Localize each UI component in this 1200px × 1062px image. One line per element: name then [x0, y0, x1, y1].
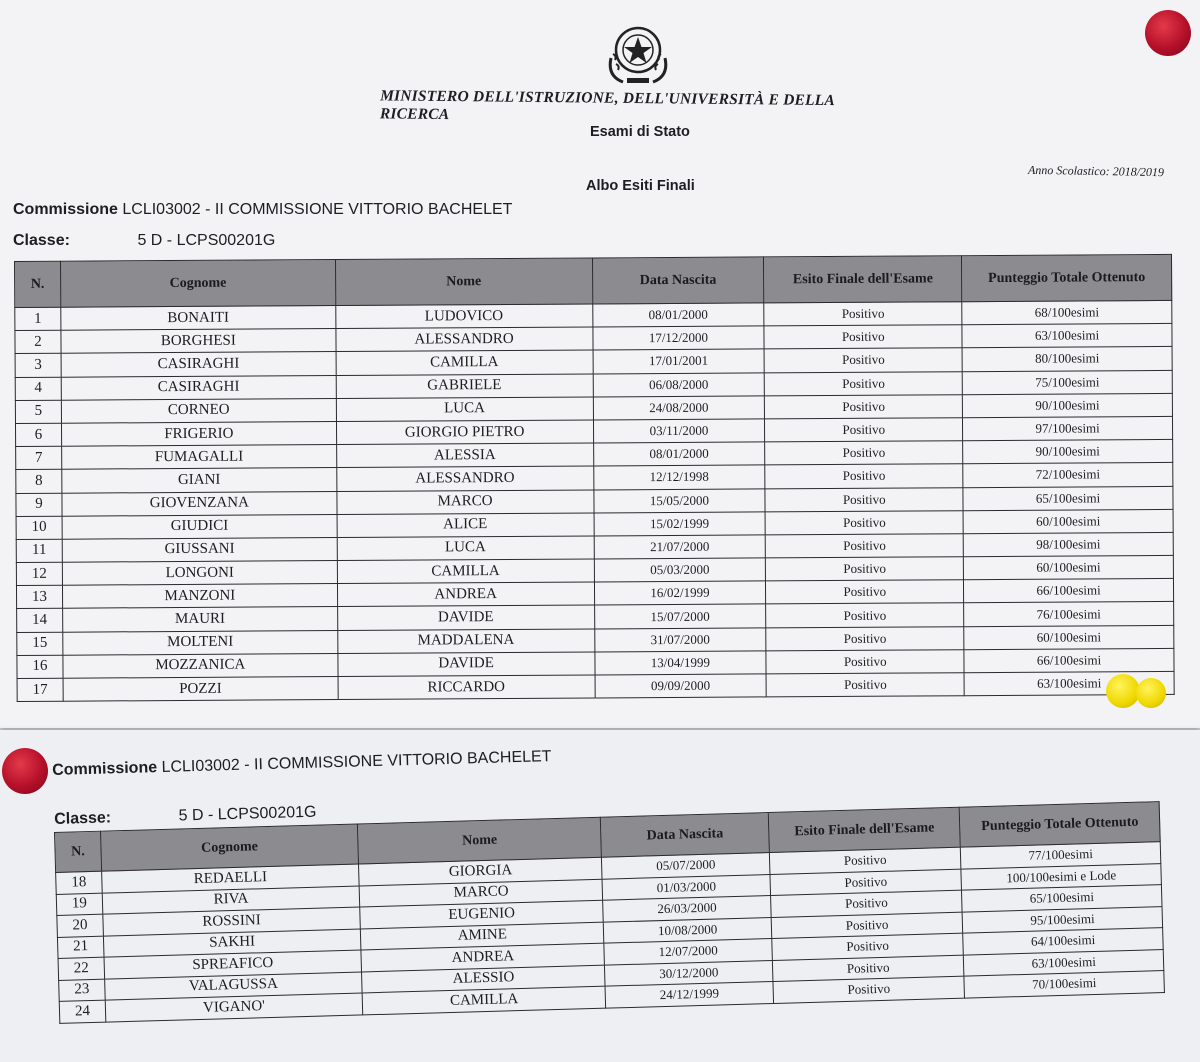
cell-name: DAVIDE [338, 652, 595, 677]
cell-surname: FUMAGALLI [62, 445, 337, 470]
cell-number: 20 [57, 914, 103, 937]
cell-score: 98/100esimi [963, 532, 1173, 556]
commission-value: LCLI03002 - II COMMISSIONE VITTORIO BACHELET [161, 748, 552, 776]
cell-score: 77/100esimi [961, 842, 1161, 869]
cell-outcome: Positivo [771, 912, 963, 939]
column-header-name: Nome [358, 817, 602, 864]
cell-number: 24 [59, 1000, 105, 1023]
column-header-surname: Cognome [100, 824, 358, 871]
cell-outcome: Positivo [765, 464, 963, 488]
column-header-birthdate: Data Nascita [601, 813, 770, 858]
class-value: 5 D - LCPS00201G [137, 232, 276, 249]
cell-surname: CASIRAGHI [61, 375, 336, 400]
cell-score: 60/100esimi [964, 625, 1174, 649]
page-title: Albo Esiti Finali [586, 178, 695, 194]
cell-outcome: Positivo [769, 847, 961, 874]
cell-number: 1 [15, 307, 61, 330]
cell-birthdate: 05/03/2000 [594, 558, 766, 582]
cell-score: 63/100esimi [962, 324, 1172, 348]
cell-number: 15 [17, 632, 63, 655]
cell-surname: SAKHI [103, 928, 361, 957]
cell-birthdate: 08/01/2000 [593, 442, 765, 466]
cell-score: 64/100esimi [963, 928, 1163, 955]
column-header-outcome: Esito Finale dell'Esame [764, 256, 962, 303]
table-header-row [15, 254, 1172, 307]
cell-outcome: Positivo [766, 626, 964, 650]
commission-line [52, 748, 552, 780]
cell-name: CAMILLA [336, 350, 593, 375]
cell-outcome: Positivo [764, 348, 962, 372]
cell-score: 66/100esimi [964, 579, 1174, 603]
cell-name: MARCO [359, 879, 603, 907]
cell-number: 22 [58, 957, 104, 980]
cell-outcome: Positivo [765, 487, 963, 511]
cell-name: GABRIELE [336, 374, 593, 399]
cell-birthdate: 12/07/2000 [604, 939, 772, 965]
cell-name: ANDREA [361, 943, 605, 971]
cell-score: 60/100esimi [963, 509, 1173, 533]
result-sheet-page-2 [0, 730, 1200, 1062]
cell-birthdate: 05/07/2000 [602, 853, 770, 879]
cell-birthdate: 15/05/2000 [593, 488, 765, 512]
school-year: Anno Scolastico: 2018/2019 [1027, 162, 1165, 180]
cell-name: ANDREA [337, 582, 594, 607]
cell-birthdate: 24/12/1999 [605, 981, 773, 1007]
cell-name: CAMILLA [362, 986, 606, 1014]
cell-birthdate: 10/08/2000 [604, 917, 772, 943]
cell-name: CAMILLA [337, 559, 594, 584]
cell-number: 5 [15, 400, 61, 423]
cell-number: 23 [59, 979, 105, 1002]
column-header-outcome: Esito Finale dell'Esame [768, 807, 960, 852]
cell-number: 2 [15, 330, 61, 353]
cell-outcome: Positivo [766, 580, 964, 604]
cell-name: AMINE [360, 922, 604, 950]
cell-surname: RIVA [102, 885, 360, 914]
cell-name: EUGENIO [360, 900, 604, 928]
cell-number: 4 [15, 377, 61, 400]
cell-birthdate: 06/08/2000 [593, 372, 765, 396]
cell-birthdate: 15/02/1999 [594, 512, 766, 536]
cell-outcome: Positivo [770, 890, 962, 917]
cell-score: 95/100esimi [962, 906, 1162, 933]
cell-name: ALICE [337, 513, 594, 538]
cell-name: MARCO [337, 489, 594, 514]
column-header-score: Punteggio Totale Ottenuto [962, 254, 1172, 301]
cell-outcome: Positivo [766, 557, 964, 581]
exam-subtitle: Esami di Stato [590, 124, 690, 140]
cell-number: 3 [15, 354, 61, 377]
cell-surname: MOZZANICA [63, 653, 338, 678]
results-table-1 [14, 254, 1175, 702]
cell-score: 63/100esimi [964, 671, 1174, 695]
column-header-surname: Cognome [60, 260, 335, 308]
cell-number: 21 [57, 936, 103, 959]
cell-surname: LONGONI [62, 561, 337, 586]
cell-name: RICCARDO [338, 675, 595, 700]
cell-surname: BONAITI [61, 306, 336, 331]
cell-number: 9 [16, 493, 62, 516]
cell-birthdate: 03/11/2000 [593, 419, 765, 443]
cell-surname: POZZI [63, 677, 338, 702]
commission-label: Commissione [52, 759, 158, 779]
cell-surname: VALAGUSSA [104, 971, 362, 1000]
class-line [13, 232, 275, 250]
cell-name: ALESSANDRO [336, 327, 593, 352]
cell-number: 13 [16, 585, 62, 608]
commission-label: Commissione [13, 201, 118, 218]
ministry-heading: MINISTERO DELL'ISTRUZIONE, DELL'UNIVERSITÀ E DELLA RICERCA [379, 87, 835, 124]
cell-outcome: Positivo [770, 869, 962, 896]
cell-surname: MOLTENI [63, 630, 338, 655]
cell-score: 70/100esimi [964, 971, 1164, 998]
cell-score: 75/100esimi [962, 370, 1172, 394]
cell-birthdate: 31/07/2000 [594, 628, 766, 652]
cell-surname: SPREAFICO [104, 950, 362, 979]
cell-name: GIORGIA [359, 857, 603, 885]
cell-name: ALESSIA [336, 443, 593, 468]
cell-score: 100/100esimi e Lode [961, 863, 1161, 890]
cell-score: 72/100esimi [963, 463, 1173, 487]
cell-birthdate: 17/01/2001 [593, 349, 765, 373]
cell-outcome: Positivo [765, 441, 963, 465]
cell-surname: CASIRAGHI [61, 352, 336, 377]
column-header-name: Nome [335, 258, 592, 306]
cell-score: 90/100esimi [963, 393, 1173, 417]
cell-score: 76/100esimi [964, 602, 1174, 626]
cell-birthdate: 16/02/1999 [594, 581, 766, 605]
cell-score: 68/100esimi [962, 300, 1172, 324]
cell-surname: BORGHESI [61, 329, 336, 354]
cell-birthdate: 21/07/2000 [594, 535, 766, 559]
cell-number: 18 [56, 871, 102, 894]
italian-republic-emblem-icon [603, 18, 673, 86]
red-pushpin-icon [2, 748, 48, 794]
cell-score: 66/100esimi [964, 648, 1174, 672]
cell-surname: GIUDICI [62, 514, 337, 539]
cell-surname: GIANI [62, 468, 337, 493]
cell-score: 97/100esimi [963, 416, 1173, 440]
cell-surname: FRIGERIO [61, 421, 336, 446]
cell-number: 12 [16, 562, 62, 585]
cell-outcome: Positivo [766, 650, 964, 674]
cell-outcome: Positivo [765, 394, 963, 418]
cell-outcome: Positivo [765, 371, 963, 395]
cell-outcome: Positivo [764, 302, 962, 326]
cell-birthdate: 24/08/2000 [593, 396, 765, 420]
cell-number: 10 [16, 516, 62, 539]
yellow-pushpin-icon [1106, 672, 1168, 710]
cell-outcome: Positivo [764, 325, 962, 349]
cell-score: 90/100esimi [963, 440, 1173, 464]
cell-birthdate: 09/09/2000 [595, 674, 767, 698]
cell-score: 60/100esimi [963, 555, 1173, 579]
cell-surname: CORNEO [61, 398, 336, 423]
class-label: Classe: [54, 809, 112, 828]
cell-birthdate: 30/12/2000 [605, 960, 773, 986]
cell-name: ALESSANDRO [336, 466, 593, 491]
cell-birthdate: 17/12/2000 [592, 326, 764, 350]
commission-value: LCLI03002 - II COMMISSIONE VITTORIO BACHELET [122, 201, 513, 218]
cell-name: DAVIDE [337, 605, 594, 630]
cell-score: 65/100esimi [962, 885, 1162, 912]
cell-surname: MANZONI [62, 584, 337, 609]
cell-number: 7 [16, 446, 62, 469]
cell-number: 16 [17, 655, 63, 678]
cell-surname: MAURI [63, 607, 338, 632]
cell-number: 14 [17, 609, 63, 632]
cell-name: MADDALENA [337, 629, 594, 654]
cell-surname: ROSSINI [103, 907, 361, 936]
cell-name: LUCA [336, 397, 593, 422]
red-pushpin-icon [1145, 10, 1191, 56]
column-header-number: N. [55, 831, 102, 872]
column-header-score: Punteggio Totale Ottenuto [960, 802, 1161, 848]
cell-name: LUCA [337, 536, 594, 561]
column-header-birthdate: Data Nascita [592, 257, 764, 304]
cell-outcome: Positivo [772, 955, 964, 982]
cell-outcome: Positivo [765, 418, 963, 442]
class-label: Classe: [13, 232, 70, 249]
cell-surname: REDAELLI [101, 864, 359, 893]
cell-outcome: Positivo [766, 534, 964, 558]
cell-number: 17 [17, 678, 63, 701]
cell-surname: GIUSSANI [62, 537, 337, 562]
cell-birthdate: 26/03/2000 [603, 896, 771, 922]
cell-outcome: Positivo [766, 603, 964, 627]
cell-surname: GIOVENZANA [62, 491, 337, 516]
cell-surname: VIGANO' [105, 993, 363, 1022]
cell-name: GIORGIO PIETRO [336, 420, 593, 445]
cell-name: ALESSIO [362, 965, 606, 993]
cell-score: 80/100esimi [962, 347, 1172, 371]
cell-outcome: Positivo [765, 510, 963, 534]
class-value: 5 D - LCPS00201G [178, 803, 317, 825]
cell-score: 65/100esimi [963, 486, 1173, 510]
cell-number: 19 [56, 893, 102, 916]
cell-name: LUDOVICO [335, 304, 592, 329]
cell-birthdate: 01/03/2000 [602, 874, 770, 900]
cell-birthdate: 12/12/1998 [593, 465, 765, 489]
cell-number: 8 [16, 470, 62, 493]
cell-outcome: Positivo [772, 933, 964, 960]
cell-birthdate: 13/04/1999 [594, 651, 766, 675]
cell-birthdate: 15/07/2000 [594, 604, 766, 628]
cell-score: 63/100esimi [964, 949, 1164, 976]
cell-birthdate: 08/01/2000 [592, 303, 764, 327]
cell-outcome: Positivo [773, 976, 965, 1003]
commission-line [13, 201, 512, 219]
cell-number: 6 [15, 423, 61, 446]
results-table-2 [54, 801, 1165, 1023]
column-header-number: N. [15, 261, 61, 307]
cell-outcome: Positivo [766, 673, 964, 697]
cell-number: 11 [16, 539, 62, 562]
